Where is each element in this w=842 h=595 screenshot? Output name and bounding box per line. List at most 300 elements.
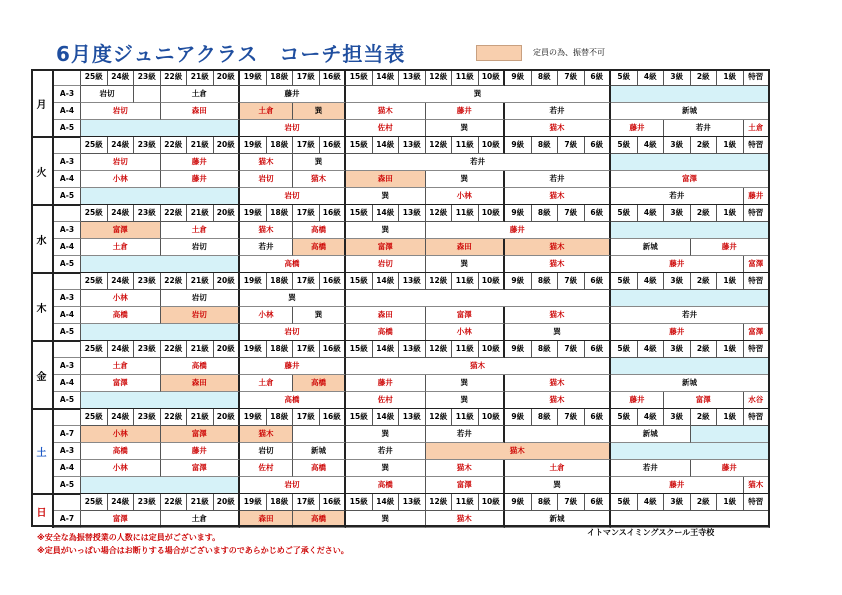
- coach-cell: 高橋: [293, 375, 346, 392]
- coach-cell: 小林: [426, 324, 506, 341]
- grade-header: 7級: [558, 205, 585, 222]
- grade-header: 12級: [426, 494, 453, 511]
- grade-header: 9級: [505, 69, 532, 86]
- grade-header: 18級: [267, 494, 294, 511]
- coach-cell: 藤井: [744, 188, 771, 205]
- grade-header: 特習: [744, 341, 771, 358]
- grade-header: 24級: [108, 137, 135, 154]
- grade-header: 7級: [558, 69, 585, 86]
- grade-header: 4級: [638, 205, 665, 222]
- grade-header: 8級: [532, 205, 559, 222]
- grade-header: 13級: [399, 341, 426, 358]
- legend-label: 定員の為、振替不可: [533, 48, 605, 57]
- grade-header: 19級: [240, 409, 267, 426]
- grade-header: 4級: [638, 494, 665, 511]
- grade-header: 5級: [611, 273, 638, 290]
- grade-header: 6級: [585, 494, 612, 511]
- coach-cell: 猫木: [505, 256, 611, 273]
- grade-header: 10級: [479, 205, 506, 222]
- day-label: 土: [31, 409, 54, 494]
- coach-cell: 猫木: [426, 511, 506, 528]
- grade-header: 13級: [399, 409, 426, 426]
- coach-cell: 藤井: [161, 171, 241, 188]
- coach-cell: 森田: [426, 239, 506, 256]
- grade-header: 特習: [744, 273, 771, 290]
- grade-header: 1級: [717, 341, 744, 358]
- grade-header: 18級: [267, 409, 294, 426]
- grade-header: 13級: [399, 205, 426, 222]
- grade-header: 21級: [187, 494, 214, 511]
- coach-cell: 高橋: [161, 358, 241, 375]
- grade-header: 7級: [558, 409, 585, 426]
- grade-header: 特習: [744, 137, 771, 154]
- coach-cell: 佐村: [240, 460, 293, 477]
- coach-cell: 若井: [505, 171, 611, 188]
- empty-cell: [81, 256, 240, 273]
- grade-header: 9級: [505, 494, 532, 511]
- coach-cell: 藤井: [426, 103, 506, 120]
- grade-header: 8級: [532, 409, 559, 426]
- class-label: A-4: [54, 307, 81, 324]
- coach-cell: 土倉: [81, 358, 161, 375]
- grade-header: 9級: [505, 205, 532, 222]
- coach-cell: 藤井: [611, 392, 664, 409]
- grade-header: 23級: [134, 409, 161, 426]
- coach-cell: 藤井: [611, 324, 744, 341]
- coach-cell: 巽: [346, 511, 426, 528]
- coach-cell: 岩切: [81, 103, 161, 120]
- grade-header: 12級: [426, 341, 453, 358]
- coach-cell: 富澤: [426, 307, 506, 324]
- coach-cell: 高橋: [293, 511, 346, 528]
- coach-cell: 小林: [81, 460, 161, 477]
- coach-cell: 富澤: [81, 222, 161, 239]
- coach-cell: 小林: [81, 171, 161, 188]
- header-label-blank: [54, 341, 81, 358]
- grade-header: 18級: [267, 137, 294, 154]
- coach-cell: 猫木: [426, 443, 612, 460]
- coach-cell: 藤井: [346, 375, 426, 392]
- coach-cell: 新城: [611, 375, 770, 392]
- coach-cell: 藤井: [161, 154, 241, 171]
- grade-header: 4級: [638, 69, 665, 86]
- grade-header: 5級: [611, 494, 638, 511]
- grade-header: 6級: [585, 409, 612, 426]
- grade-header: 14級: [373, 341, 400, 358]
- grade-header: 17級: [293, 409, 320, 426]
- coach-cell: 巽: [505, 477, 611, 494]
- grade-header: 12級: [426, 205, 453, 222]
- grade-header: 16級: [320, 205, 347, 222]
- grade-header: 15級: [346, 494, 373, 511]
- grade-header: 9級: [505, 273, 532, 290]
- coach-cell: 岩切: [161, 290, 241, 307]
- grade-header: 9級: [505, 137, 532, 154]
- coach-cell: 富澤: [161, 426, 241, 443]
- coach-cell: 巽: [426, 120, 506, 137]
- coach-cell: 岩切: [161, 307, 241, 324]
- coach-cell: 猫木: [505, 392, 611, 409]
- coach-cell: 高橋: [346, 477, 426, 494]
- grade-header: 15級: [346, 205, 373, 222]
- coach-cell: 岩切: [240, 188, 346, 205]
- coach-cell: 巽: [346, 426, 426, 443]
- grade-header: 13級: [399, 69, 426, 86]
- coach-cell: 猫木: [505, 239, 611, 256]
- coach-cell: 藤井: [161, 443, 241, 460]
- page-title: 6月度ジュニアクラス コーチ担当表: [56, 42, 406, 66]
- grade-header: 16級: [320, 409, 347, 426]
- grade-header: 9級: [505, 409, 532, 426]
- grade-header: 3級: [664, 273, 691, 290]
- coach-cell: 高橋: [293, 239, 346, 256]
- coach-cell: 岩切: [346, 256, 426, 273]
- grade-header: 20級: [214, 494, 241, 511]
- grade-header: 特習: [744, 205, 771, 222]
- grade-header: 16級: [320, 341, 347, 358]
- grade-header: 25級: [81, 409, 108, 426]
- coach-cell: 藤井: [611, 256, 744, 273]
- grade-header: 12級: [426, 69, 453, 86]
- grade-header: 2級: [691, 273, 718, 290]
- coach-cell: 藤井: [426, 222, 612, 239]
- grade-header: 21級: [187, 273, 214, 290]
- coach-cell: 若井: [505, 103, 611, 120]
- coach-cell: 富澤: [611, 171, 770, 188]
- coach-cell: 高橋: [240, 392, 346, 409]
- grade-header: 5級: [611, 69, 638, 86]
- class-label: A-5: [54, 120, 81, 137]
- grade-header: 1級: [717, 205, 744, 222]
- grade-header: 21級: [187, 137, 214, 154]
- grade-header: 10級: [479, 494, 506, 511]
- grade-header: 11級: [452, 341, 479, 358]
- header-label-blank: [54, 494, 81, 511]
- empty-cell: [81, 188, 240, 205]
- grade-header: 10級: [479, 69, 506, 86]
- coach-cell: 高橋: [240, 256, 346, 273]
- coach-cell: 新城: [611, 239, 691, 256]
- grade-header: 4級: [638, 409, 665, 426]
- school-name: イトマンスイミングスクール王寺校: [587, 528, 715, 537]
- grade-header: 25級: [81, 137, 108, 154]
- grade-header: 25級: [81, 341, 108, 358]
- grade-header: 16級: [320, 494, 347, 511]
- coach-cell: 若井: [611, 307, 770, 324]
- grade-header: 24級: [108, 273, 135, 290]
- class-label: A-4: [54, 171, 81, 188]
- grade-header: 23級: [134, 137, 161, 154]
- coach-cell: 岩切: [240, 477, 346, 494]
- coach-cell: 新城: [611, 103, 770, 120]
- grade-header: 11級: [452, 409, 479, 426]
- grade-header: 特習: [744, 409, 771, 426]
- coach-cell: 猫木: [240, 222, 293, 239]
- grade-header: 22級: [161, 341, 188, 358]
- class-label: A-5: [54, 324, 81, 341]
- class-label: A-3: [54, 222, 81, 239]
- grade-header: 19級: [240, 273, 267, 290]
- coach-cell: 巽: [346, 188, 426, 205]
- header-label-blank: [54, 273, 81, 290]
- coach-cell: 藤井: [611, 120, 664, 137]
- grade-header: 13級: [399, 494, 426, 511]
- coach-cell: 森田: [346, 307, 426, 324]
- grade-header: 25級: [81, 205, 108, 222]
- coach-cell: 猫木: [505, 375, 611, 392]
- coach-cell: 森田: [161, 375, 241, 392]
- grade-header: 9級: [505, 341, 532, 358]
- coach-cell: 巽: [346, 222, 426, 239]
- coach-cell: 森田: [346, 171, 426, 188]
- grade-header: 24級: [108, 494, 135, 511]
- coach-cell: 巽: [293, 154, 346, 171]
- coach-cell: 水谷: [744, 392, 771, 409]
- grade-header: 1級: [717, 137, 744, 154]
- grade-header: 6級: [585, 137, 612, 154]
- coach-cell: 岩切: [161, 239, 241, 256]
- grade-header: 2級: [691, 69, 718, 86]
- grade-header: 特習: [744, 69, 771, 86]
- empty-cell: [611, 511, 770, 528]
- empty-cell: [81, 324, 240, 341]
- coach-cell: 土倉: [161, 86, 241, 103]
- grade-header: 17級: [293, 494, 320, 511]
- grade-header: 3級: [664, 341, 691, 358]
- grade-header: 2級: [691, 341, 718, 358]
- grade-header: 8級: [532, 69, 559, 86]
- grade-header: 23級: [134, 69, 161, 86]
- header-label-blank: [54, 137, 81, 154]
- grade-header: 13級: [399, 137, 426, 154]
- grade-header: 4級: [638, 137, 665, 154]
- coach-cell: 若井: [346, 154, 611, 171]
- header-label-blank: [54, 409, 81, 426]
- grade-header: 20級: [214, 273, 241, 290]
- coach-cell: 高橋: [81, 307, 161, 324]
- grade-header: 14級: [373, 273, 400, 290]
- grade-header: 14級: [373, 409, 400, 426]
- class-label: A-5: [54, 188, 81, 205]
- day-label: 金: [31, 341, 54, 409]
- grade-header: 4級: [638, 341, 665, 358]
- grade-header: 3級: [664, 494, 691, 511]
- grade-header: 23級: [134, 341, 161, 358]
- coach-cell: 小林: [81, 426, 161, 443]
- coach-cell: 若井: [240, 239, 293, 256]
- grade-header: 22級: [161, 137, 188, 154]
- grade-header: 20級: [214, 409, 241, 426]
- grade-header: 5級: [611, 341, 638, 358]
- coach-cell: 新城: [611, 426, 691, 443]
- coach-cell: 猫木: [240, 154, 293, 171]
- coach-cell: 富澤: [664, 392, 744, 409]
- grade-header: 7級: [558, 341, 585, 358]
- class-label: A-4: [54, 103, 81, 120]
- grade-header: 11級: [452, 69, 479, 86]
- grade-header: 5級: [611, 205, 638, 222]
- coach-cell: 猫木: [346, 358, 611, 375]
- coach-cell: 猫木: [240, 426, 293, 443]
- grade-header: 17級: [293, 341, 320, 358]
- grade-header: 18級: [267, 273, 294, 290]
- class-label: A-4: [54, 239, 81, 256]
- class-label: A-5: [54, 477, 81, 494]
- coach-cell: 巽: [426, 171, 506, 188]
- schedule-grid: [31, 69, 770, 527]
- empty-cell: [611, 358, 770, 375]
- grade-header: 18級: [267, 205, 294, 222]
- grade-header: 3級: [664, 409, 691, 426]
- grade-header: 22級: [161, 409, 188, 426]
- coach-cell: 土倉: [161, 222, 241, 239]
- class-label: A-3: [54, 86, 81, 103]
- grade-header: 22級: [161, 205, 188, 222]
- grade-header: 20級: [214, 137, 241, 154]
- grade-header: 14級: [373, 137, 400, 154]
- grade-header: 19級: [240, 137, 267, 154]
- grade-header: 8級: [532, 341, 559, 358]
- grade-header: 18級: [267, 69, 294, 86]
- coach-cell: 猫木: [346, 103, 426, 120]
- grade-header: 7級: [558, 137, 585, 154]
- grade-header: 19級: [240, 205, 267, 222]
- empty-cell: [611, 222, 770, 239]
- grade-header: 22級: [161, 494, 188, 511]
- grade-header: 6級: [585, 273, 612, 290]
- coach-cell: 高橋: [293, 460, 346, 477]
- coach-cell: 巽: [426, 256, 506, 273]
- empty-cell: [346, 290, 611, 307]
- grade-header: 11級: [452, 137, 479, 154]
- grade-header: 15級: [346, 341, 373, 358]
- empty-cell: [81, 392, 240, 409]
- coach-cell: 高橋: [293, 222, 346, 239]
- coach-cell: 高橋: [81, 443, 161, 460]
- coach-cell: 岩切: [240, 120, 346, 137]
- grade-header: 5級: [611, 409, 638, 426]
- grade-header: 19級: [240, 494, 267, 511]
- grade-header: 12級: [426, 273, 453, 290]
- grade-header: 6級: [585, 205, 612, 222]
- coach-cell: 巽: [346, 460, 426, 477]
- grade-header: 23級: [134, 273, 161, 290]
- coach-cell: 若井: [426, 426, 506, 443]
- coach-cell: 巽: [426, 375, 506, 392]
- grade-header: 20級: [214, 69, 241, 86]
- grade-header: 17級: [293, 137, 320, 154]
- grade-header: 21級: [187, 341, 214, 358]
- legend-swatch: [476, 45, 522, 61]
- grade-header: 3級: [664, 137, 691, 154]
- grade-header: 22級: [161, 273, 188, 290]
- header-label-blank: [54, 69, 81, 86]
- grade-header: 1級: [717, 69, 744, 86]
- grade-header: 14級: [373, 205, 400, 222]
- coach-cell: 巽: [240, 290, 346, 307]
- grade-header: 15級: [346, 137, 373, 154]
- grade-header: 6級: [585, 341, 612, 358]
- coach-cell: 藤井: [691, 239, 771, 256]
- class-label: A-4: [54, 460, 81, 477]
- coach-cell: 高橋: [346, 324, 426, 341]
- class-label: A-3: [54, 443, 81, 460]
- coach-cell: 富澤: [744, 324, 771, 341]
- empty-cell: [611, 154, 770, 171]
- day-label: 木: [31, 273, 54, 341]
- grade-header: 24級: [108, 409, 135, 426]
- grade-header: 6級: [585, 69, 612, 86]
- grade-header: 15級: [346, 409, 373, 426]
- empty-cell: [505, 426, 611, 443]
- coach-cell: 土倉: [505, 460, 611, 477]
- grade-header: 25級: [81, 69, 108, 86]
- coach-cell: 小林: [81, 290, 161, 307]
- coach-cell: 新城: [505, 511, 611, 528]
- coach-cell: 巽: [293, 307, 346, 324]
- coach-cell: 巽: [505, 324, 611, 341]
- coach-cell: 猫木: [426, 460, 506, 477]
- class-label: A-7: [54, 511, 81, 528]
- coach-cell: 佐村: [346, 120, 426, 137]
- grade-header: 3級: [664, 69, 691, 86]
- empty-cell: [81, 120, 240, 137]
- grade-header: 20級: [214, 205, 241, 222]
- grade-header: 22級: [161, 69, 188, 86]
- grade-header: 24級: [108, 341, 135, 358]
- coach-cell: 若井: [346, 443, 426, 460]
- grade-header: 8級: [532, 494, 559, 511]
- header-label-blank: [54, 205, 81, 222]
- grade-header: 14級: [373, 69, 400, 86]
- grade-header: 7級: [558, 494, 585, 511]
- day-label: 火: [31, 137, 54, 205]
- grade-header: 23級: [134, 494, 161, 511]
- empty-cell: [611, 290, 770, 307]
- coach-cell: 巽: [346, 86, 611, 103]
- grade-header: 19級: [240, 341, 267, 358]
- grade-header: 2級: [691, 409, 718, 426]
- grade-header: 特習: [744, 494, 771, 511]
- empty-cell: [611, 443, 770, 460]
- grade-header: 11級: [452, 205, 479, 222]
- coach-cell: 岩切: [81, 154, 161, 171]
- coach-cell: 岩切: [240, 324, 346, 341]
- grade-header: 11級: [452, 273, 479, 290]
- grade-header: 4級: [638, 273, 665, 290]
- coach-cell: 土倉: [161, 511, 241, 528]
- grade-header: 16級: [320, 137, 347, 154]
- coach-cell: 巽: [426, 392, 506, 409]
- grade-header: 1級: [717, 409, 744, 426]
- coach-cell: 若井: [664, 120, 744, 137]
- note-2: ※定員がいっぱい場合はお断りする場合がございますのであらかじめご了承ください。: [37, 546, 349, 555]
- grade-header: 18級: [267, 341, 294, 358]
- coach-cell: 小林: [240, 307, 293, 324]
- coach-cell: 若井: [611, 188, 744, 205]
- grade-header: 8級: [532, 137, 559, 154]
- grade-header: 5級: [611, 137, 638, 154]
- coach-cell: 若井: [611, 460, 691, 477]
- coach-cell: 藤井: [691, 460, 771, 477]
- empty-cell: [134, 86, 161, 103]
- coach-cell: 藤井: [611, 477, 744, 494]
- grade-header: 12級: [426, 409, 453, 426]
- coach-cell: 猫木: [744, 477, 771, 494]
- coach-cell: 佐村: [346, 392, 426, 409]
- grade-header: 17級: [293, 205, 320, 222]
- grade-header: 2級: [691, 494, 718, 511]
